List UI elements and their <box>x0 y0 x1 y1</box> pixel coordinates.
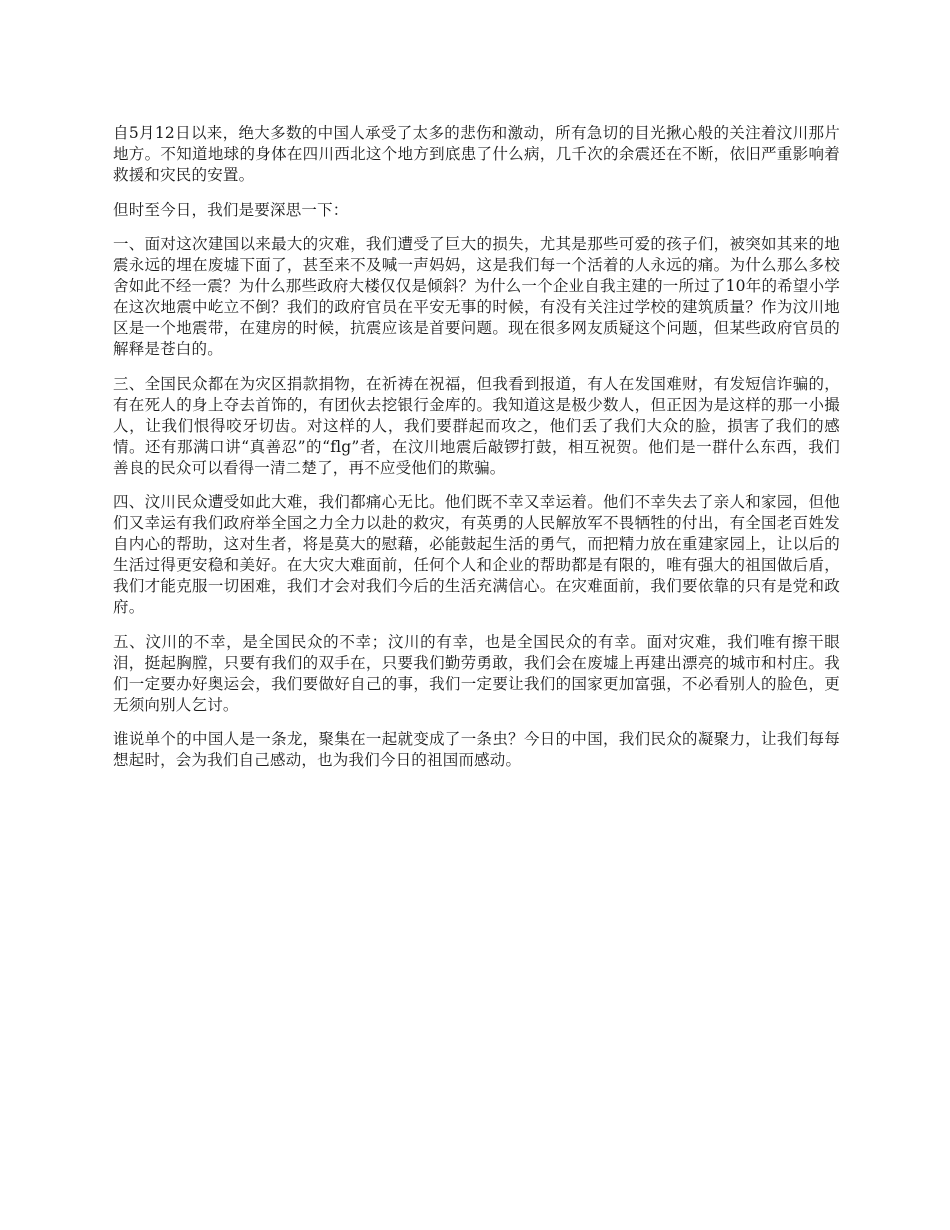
paragraph-intro: 自5月12日以来，绝大多数的中国人承受了太多的悲伤和激动，所有急切的目光揪心般的关注着汶川那片地方。不知道地球的身体在四川西北这个地方到底患了什么病，几千次的余震还在不断，依旧严重影响着救援和灾民的安置。 <box>113 124 840 184</box>
paragraph-reflection-lead: 但时至今日，我们是要深思一下： <box>113 200 349 219</box>
paragraph-conclusion: 谁说单个的中国人是一条龙，聚集在一起就变成了一条虫？今日的中国，我们民众的凝聚力，让我们每每想起时，会为我们自己感动，也为我们今日的祖国而感动。 <box>113 730 840 769</box>
paragraph-point-one: 一、面对这次建国以来最大的灾难，我们遭受了巨大的损失，尤其是那些可爱的孩子们，被突如其来的地震永远的埋在废墟下面了，甚至来不及喊一声妈妈，这是我们每一个活着的人永远的痛。为什么那么多校舍如此不经一震？为什么那些政府大楼仅仅是倾斜？为什么一个企业自我主建的一所过了10年的希望小学在这次地震中屹立不倒？我们的政府官员在平安无事的时候，有没有关注过学校的建筑质量？作为汶川地区是一个地震带，在建房的时候，抗震应该是首要问题。现在很多网友质疑这个问题，但某些政府官员的解释是苍白的。 <box>113 235 840 358</box>
paragraph-point-four: 四、汶川民众遭受如此大难，我们都痛心无比。他们既不幸又幸运着。他们不幸失去了亲人和家园，但他们又幸运有我们政府举全国之力全力以赴的救灾，有英勇的人民解放军不畏牺牲的付出，有全国老百姓发自内心的帮助，这对生者，将是莫大的慰藉，必能鼓起生活的勇气，而把精力放在重建家园上，让以后的生活过得更安稳和美好。在大灾大难面前，任何个人和企业的帮助都是有限的，唯有强大的祖国做后盾，我们才能克服一切困难，我们才会对我们今后的生活充满信心。在灾难面前，我们要依靠的只有是党和政府。 <box>113 493 840 616</box>
paragraph-point-three: 三、全国民众都在为灾区捐款捐物，在祈祷在祝福，但我看到报道，有人在发国难财，有发短信诈骗的，有在死人的身上夺去首饰的，有团伙去挖银行金库的。我知道这是极少数人，但正因为是这样的那一小撮人，让我们恨得咬牙切齿。对这样的人，我们要群起而攻之，他们丢了我们大众的脸，损害了我们的感情。还有那满口讲“真善忍”的“flg”者，在汶川地震后敲锣打鼓，相互祝贺。他们是一群什么东西，我们善良的民众可以看得一清二楚了，再不应受他们的欺骗。 <box>113 374 840 477</box>
document-body <box>113 123 840 785</box>
paragraph-point-five: 五、汶川的不幸，是全国民众的不幸；汶川的有幸，也是全国民众的有幸。面对灾难，我们唯有擦干眼泪，挺起胸膛，只要有我们的双手在，只要我们勤劳勇敢，我们会在废墟上再建出漂亮的城市和村庄。我们一定要办好奥运会，我们要做好自己的事，我们一定要让我们的国家更加富强，不必看别人的脸色，更无须向别人乞讨。 <box>113 632 840 714</box>
